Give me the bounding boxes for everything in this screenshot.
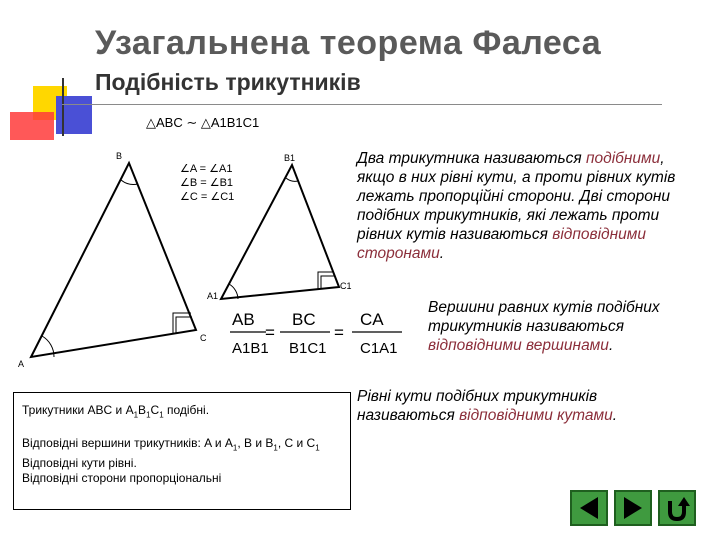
proportion	[230, 310, 402, 357]
summary-line-sides: Відповідні сторони пропорціональні	[22, 470, 222, 485]
label-a: A	[18, 359, 25, 369]
summary-text: , C и C	[277, 436, 316, 451]
fraction1-numerator: AB	[232, 310, 255, 329]
angle-eq-a: ∠A = ∠A1	[180, 163, 233, 175]
summary-line-angles: Відповідні кути рівні.	[22, 455, 137, 470]
arrow-right-icon	[616, 492, 650, 524]
angle-eq-c: ∠C = ∠C1	[180, 191, 235, 203]
definition-similar-suffix: , якщо в них рівні кути, а проти рівних кутів лежать пропорційні сторони.	[357, 150, 676, 205]
angle-mark-c1	[318, 272, 334, 289]
definition-sides-suffix: .	[439, 245, 445, 262]
summary-text: подібні.	[163, 403, 210, 417]
return-button[interactable]	[658, 490, 696, 526]
subscript: 1	[146, 410, 151, 420]
summary-line-similar	[22, 403, 344, 422]
forward-button[interactable]	[614, 490, 652, 526]
label-a1: A1	[207, 291, 219, 301]
definition-angles	[357, 387, 667, 425]
summary-text: , B и B	[237, 436, 274, 451]
arrow-left-icon	[572, 492, 606, 524]
term-similar: подібними	[586, 150, 661, 167]
label-c1: C1	[340, 281, 352, 291]
similarity-text: △ABC ∼ △A1B1C1	[146, 115, 260, 130]
back-button[interactable]	[570, 490, 608, 526]
page-subtitle: Подібність трикутників	[95, 69, 361, 95]
definition-vertices-suffix: .	[608, 337, 614, 354]
label-b: B	[116, 151, 123, 161]
page-title: Узагальнена теорема Фалеса	[95, 24, 602, 62]
definition-angles-prefix: Рівні кути подібних трикутників називаються	[357, 388, 598, 424]
definition-vertices	[428, 298, 703, 355]
term-corresponding-sides: відповідними сторонами	[357, 226, 646, 262]
label-b1: B1	[284, 153, 296, 163]
summary-text: B	[138, 403, 147, 417]
spacer	[22, 422, 344, 436]
equals-1: =	[265, 323, 275, 342]
fraction1-denominator: A1B1	[232, 340, 269, 357]
summary-line-vertices	[22, 436, 344, 455]
label-c: C	[200, 333, 207, 343]
term-corresponding-vertices: відповідними вершинами	[428, 337, 609, 354]
term-corresponding-angles: відповідними кутами	[459, 407, 613, 424]
angle-eq-b: ∠B = ∠B1	[180, 177, 234, 189]
fraction2-numerator: BC	[292, 310, 316, 329]
summary-text: Трикутники ABC и A	[22, 403, 134, 417]
subscript: 1	[159, 410, 164, 420]
similarity-statement	[146, 115, 259, 130]
triangle-abc	[31, 163, 196, 357]
subscript: 1	[133, 410, 139, 420]
definition-similar-prefix: Два трикутника називаються	[357, 150, 587, 167]
definition-vertices-prefix: Вершини равних кутів подібних трикутників називаються	[428, 299, 660, 335]
definition-sides-prefix: Дві сторони подібних трикутників, які лежать проти рівних кутів називаються	[357, 188, 670, 243]
fraction2-denominator: B1C1	[289, 340, 327, 357]
return-u-turn-icon	[660, 492, 694, 524]
summary-text: C	[150, 403, 160, 417]
definition-angles-suffix: .	[612, 407, 618, 424]
subscript: 1	[273, 443, 278, 453]
summary-box	[13, 392, 351, 510]
fraction3-denominator: C1A1	[360, 340, 398, 357]
angle-equalities	[180, 163, 234, 203]
definition-similar	[357, 149, 702, 263]
equals-2: =	[334, 323, 344, 342]
subscript: 1	[315, 443, 320, 453]
fraction3-numerator: CA	[360, 310, 384, 329]
summary-text: Відповідні вершини трикутників: A и A	[22, 436, 233, 451]
subscript: 1	[232, 443, 238, 453]
